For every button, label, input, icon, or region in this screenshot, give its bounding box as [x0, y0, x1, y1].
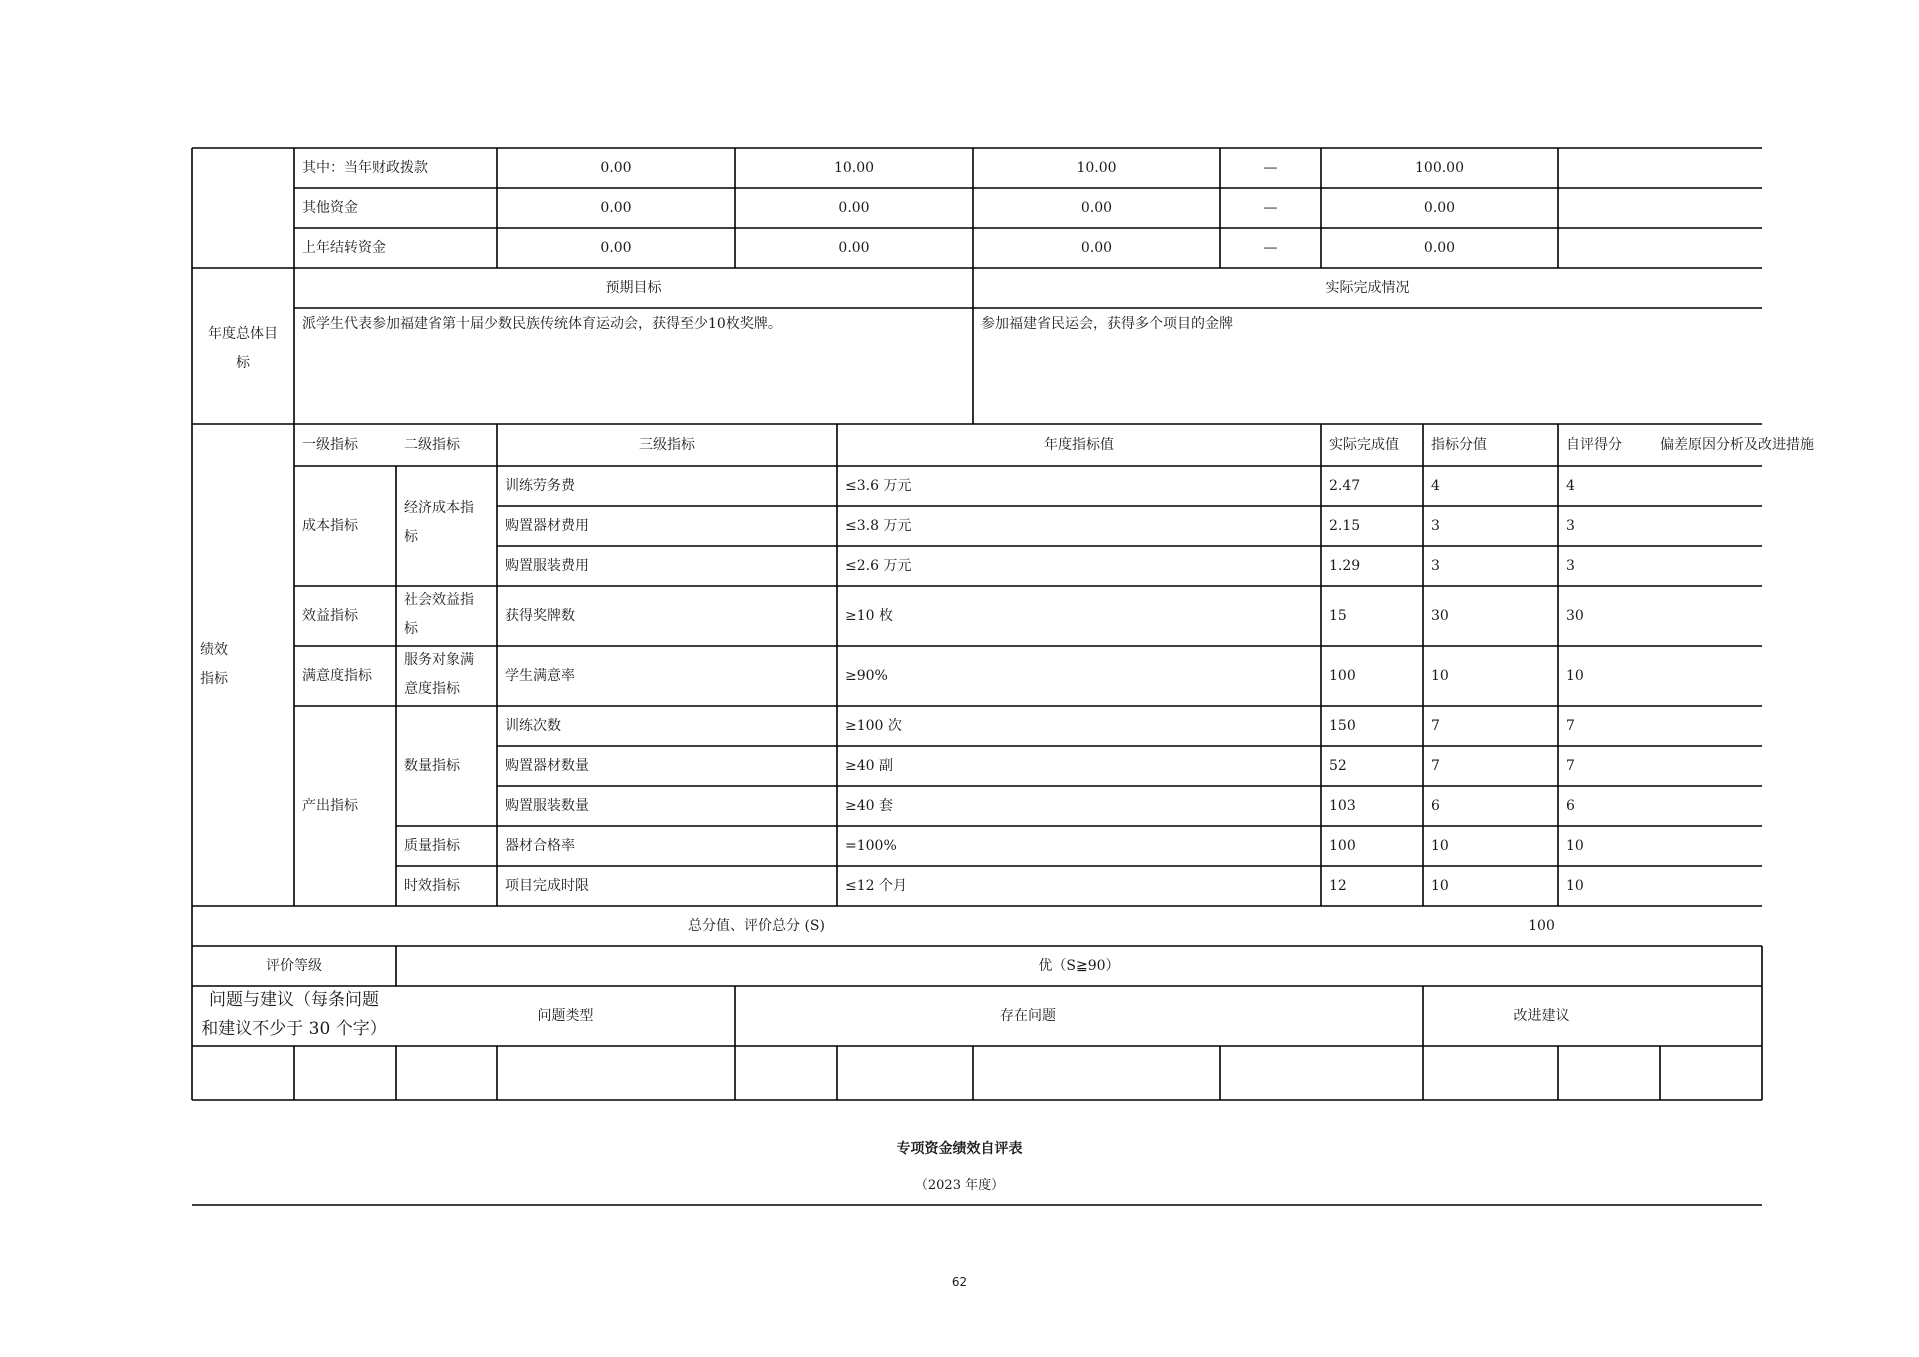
header-reason: 偏差原因分析及改进措施 [1660, 436, 1814, 453]
indicator-weight: 6 [1431, 797, 1440, 814]
indicator-score: 10 [1566, 837, 1584, 854]
header-score: 自评得分 [1566, 436, 1622, 453]
indicator-actual: 52 [1329, 757, 1347, 774]
subgroup-quantity: 数量指标 [404, 757, 460, 774]
indicator-actual: 100 [1329, 837, 1356, 854]
indicator-target: ≥40 套 [845, 797, 893, 814]
indicator-target: ≥10 枚 [845, 607, 893, 624]
indicator-name: 项目完成时限 [505, 877, 589, 894]
goal-label: 标 [236, 355, 250, 371]
fund-value: 10.00 [1076, 159, 1117, 176]
indicator-name: 购置服装数量 [505, 797, 589, 814]
fund-value: 0.00 [600, 239, 632, 256]
subgroup-economic-cost: 经济成本指 [404, 500, 474, 516]
indicator-actual: 12 [1329, 877, 1347, 894]
indicator-weight: 30 [1431, 607, 1449, 624]
indicator-actual: 2.47 [1329, 477, 1361, 494]
group-satisfaction: 满意度指标 [302, 667, 372, 684]
indicator-name: 训练次数 [505, 717, 561, 734]
expected-goal-text: 派学生代表参加福建省第十届少数民族传统体育运动会，获得至少10枚奖牌。 [302, 316, 782, 332]
indicator-score: 6 [1566, 797, 1575, 814]
total-score-value: 100 [1528, 917, 1555, 934]
indicator-actual: 2.15 [1329, 517, 1361, 534]
indicator-actual: 15 [1329, 607, 1347, 624]
fund-name: 其中：当年财政拨款 [302, 159, 428, 176]
fund-name: 上年结转资金 [302, 239, 386, 256]
page-number: 62 [951, 1275, 968, 1289]
fund-value: 0.00 [1080, 199, 1113, 216]
subgroup-timeliness: 时效指标 [404, 877, 460, 894]
indicator-target: ≤2.6 万元 [845, 557, 912, 574]
indicator-name: 获得奖牌数 [505, 607, 575, 624]
indicator-score: 10 [1566, 877, 1584, 894]
indicator-name: 购置服装费用 [505, 557, 589, 574]
indicator-target: ≥100 次 [845, 717, 902, 734]
issues-label: 和建议不少于 30 个字） [201, 1019, 387, 1039]
indicator-weight: 10 [1431, 837, 1449, 854]
next-table-title: 专项资金绩效自评表 [896, 1141, 1023, 1157]
indicator-score: 7 [1566, 717, 1575, 734]
indicator-weight: 3 [1431, 517, 1440, 534]
indicator-name: 器材合格率 [505, 837, 575, 854]
subgroup-economic-cost: 标 [404, 529, 418, 545]
indicator-target: ≤12 个月 [845, 877, 907, 894]
fund-value: 100.00 [1415, 159, 1464, 176]
indicator-weight: 10 [1431, 877, 1449, 894]
total-score-label: 总分值、评价总分 (S) [688, 917, 825, 934]
subgroup-social-benefit: 社会效益指 [404, 592, 474, 608]
indicator-actual: 150 [1329, 717, 1356, 734]
indicator-name: 学生满意率 [505, 667, 575, 684]
indicator-name: 训练劳务费 [505, 477, 575, 494]
indicator-weight: 7 [1431, 757, 1440, 774]
subgroup-social-benefit: 标 [404, 621, 418, 637]
next-table-subtitle: （2023 年度） [914, 1178, 1005, 1193]
indicator-target: ≤3.8 万元 [845, 517, 912, 534]
group-cost: 成本指标 [302, 517, 358, 534]
indicator-target: ≤3.6 万元 [845, 477, 912, 494]
group-benefit: 效益指标 [302, 607, 358, 624]
indicator-score: 4 [1566, 477, 1575, 494]
grade-value: 优（S≧90） [1038, 957, 1120, 974]
perf-label: 绩效 [200, 642, 228, 658]
header-level2: 二级指标 [404, 436, 460, 453]
expected-goal-header: 预期目标 [605, 279, 662, 296]
fund-dash: — [1263, 159, 1278, 176]
actual-goal-header: 实际完成情况 [1325, 279, 1410, 296]
fund-value: 0.00 [1423, 239, 1456, 256]
grade-label: 评价等级 [266, 957, 322, 974]
fund-value: 0.00 [600, 199, 632, 216]
fund-value: 0.00 [1423, 199, 1456, 216]
indicator-score: 30 [1566, 607, 1584, 624]
indicator-actual: 103 [1329, 797, 1356, 814]
header-level1: 一级指标 [302, 436, 358, 453]
indicator-weight: 7 [1431, 717, 1440, 734]
indicator-weight: 4 [1431, 477, 1440, 494]
issue-type-header: 问题类型 [537, 1007, 594, 1024]
fund-value: 0.00 [838, 199, 870, 216]
perf-label: 指标 [200, 671, 228, 687]
indicator-weight: 3 [1431, 557, 1440, 574]
fund-value: 0.00 [1080, 239, 1113, 256]
issue-problem-header: 存在问题 [1000, 1007, 1056, 1024]
indicator-score: 10 [1566, 667, 1584, 684]
actual-goal-text: 参加福建省民运会，获得多个项目的金牌 [981, 316, 1233, 332]
indicator-score: 3 [1566, 557, 1575, 574]
subgroup-quality: 质量指标 [404, 837, 460, 854]
goal-label: 年度总体目 [208, 326, 278, 342]
indicator-name: 购置器材数量 [505, 757, 589, 774]
indicator-target: =100% [845, 837, 897, 854]
indicator-weight: 10 [1431, 667, 1449, 684]
indicator-target: ≥90% [845, 667, 888, 684]
fund-value: 0.00 [600, 159, 632, 176]
issues-label: 问题与建议（每条问题 [209, 990, 379, 1010]
fund-dash: — [1263, 239, 1278, 256]
header-target: 年度指标值 [1044, 436, 1114, 453]
indicator-target: ≥40 副 [845, 757, 893, 774]
subgroup-service-satisfaction: 意度指标 [404, 681, 460, 697]
issue-suggestion-header: 改进建议 [1513, 1007, 1570, 1024]
indicator-actual: 100 [1329, 667, 1356, 684]
header-actual: 实际完成值 [1329, 436, 1399, 453]
group-output: 产出指标 [302, 797, 358, 814]
indicator-actual: 1.29 [1329, 557, 1361, 574]
header-weight: 指标分值 [1431, 436, 1487, 453]
subgroup-service-satisfaction: 服务对象满 [404, 652, 474, 668]
fund-dash: — [1263, 199, 1278, 216]
header-level3: 三级指标 [639, 436, 695, 453]
fund-name: 其他资金 [302, 199, 358, 216]
indicator-name: 购置器材费用 [505, 517, 589, 534]
indicator-score: 7 [1566, 757, 1575, 774]
fund-value: 10.00 [833, 159, 875, 176]
indicator-score: 3 [1566, 517, 1575, 534]
fund-value: 0.00 [838, 239, 870, 256]
